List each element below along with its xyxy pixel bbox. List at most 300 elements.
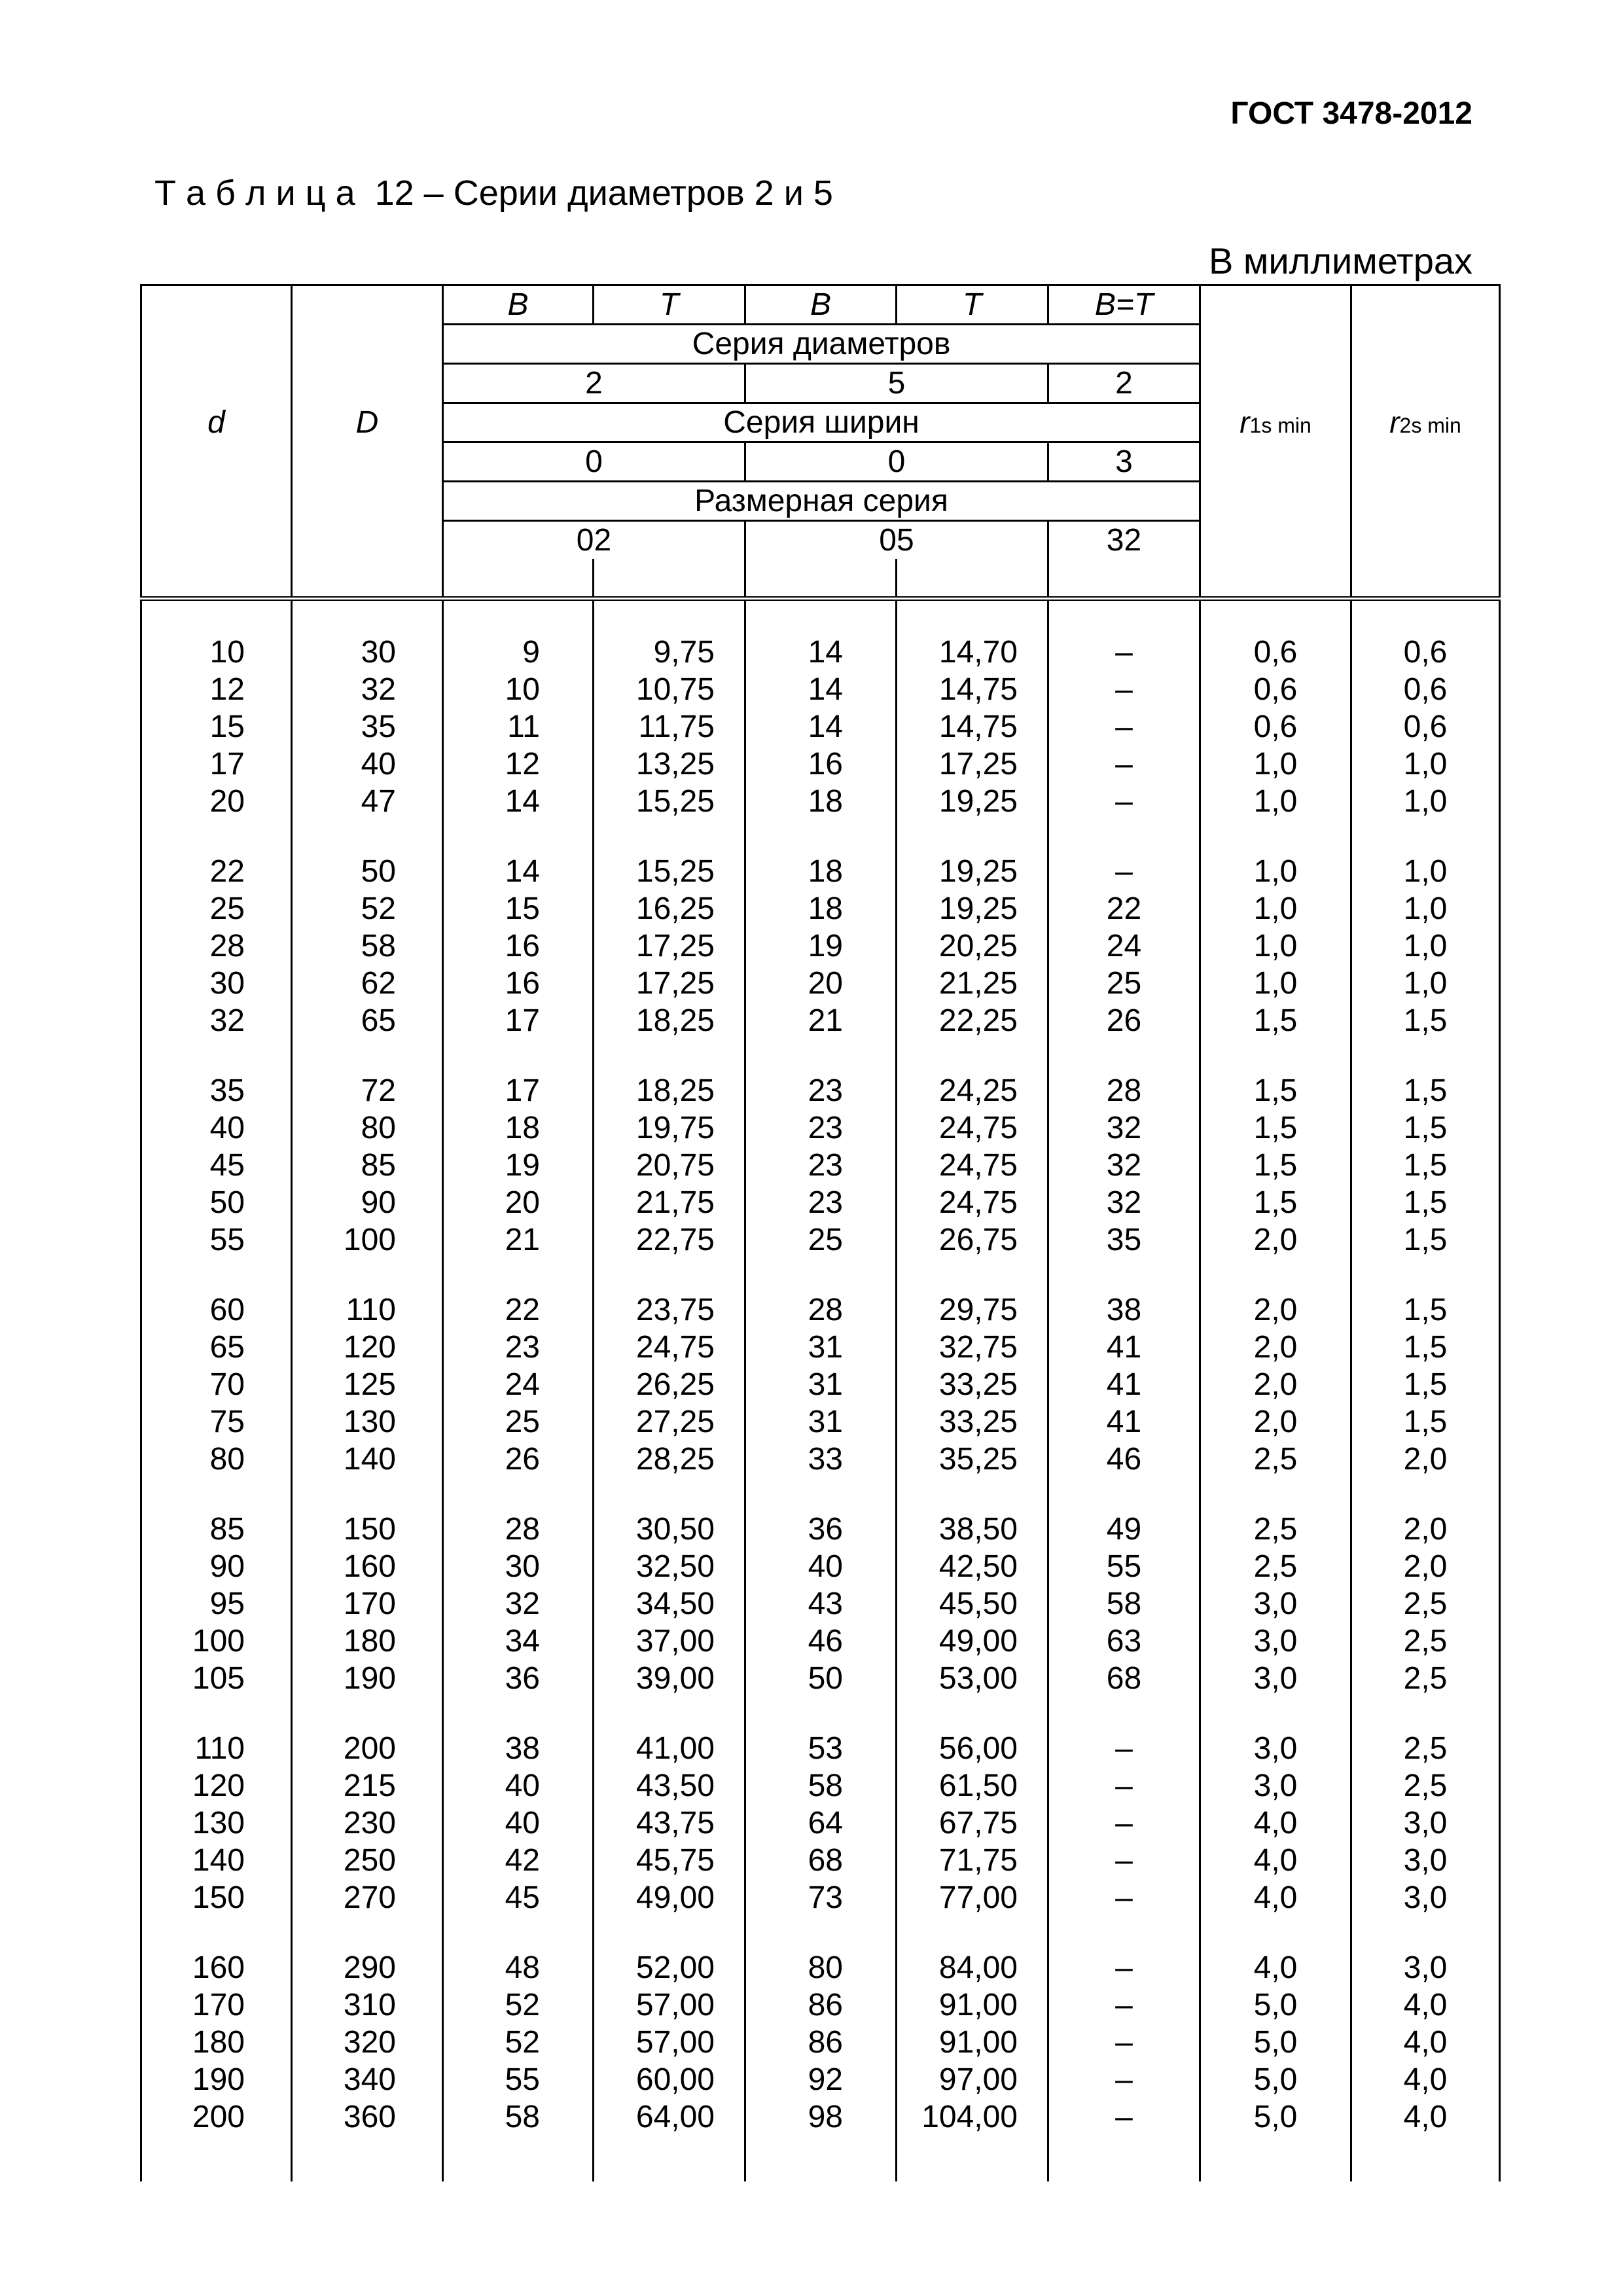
cell-B-02: 24 [443,1366,594,1403]
cell-BT-32: – [1048,820,1200,890]
cell-T-05: 42,50 [897,1548,1048,1585]
cell-B-02: 21 [443,1221,594,1259]
cell-T-05: 24,25 [897,1039,1048,1109]
cell-r2s-min: 1,5 [1351,1259,1500,1329]
cell-T-05: 20,25 [897,927,1048,965]
cell-r2s-min: 1,5 [1351,1221,1500,1259]
header-width-series-value-2: 0 [745,442,1048,482]
cell-T-05: 91,00 [897,1986,1048,2024]
cell-B-02: 42 [443,1842,594,1879]
cell-BT-32: 28 [1048,1039,1200,1109]
cell-B-02: 30 [443,1548,594,1585]
table-row [141,599,1500,672]
cell-B-02: 17 [443,1039,594,1109]
cell-BT-32: 25 [1048,965,1200,1002]
header-dimension-series-value-2: 05 [745,521,1048,560]
cell-r1s-min: 3,0 [1200,1660,1351,1697]
table-row [141,1585,1500,1623]
cell-r1s-min: 3,0 [1200,1767,1351,1804]
cell-T-05: 14,75 [897,671,1048,708]
cell-B-02: 10 [443,671,594,708]
cell-r2s-min: 2,5 [1351,1623,1500,1660]
cell-r2s-min: 0,6 [1351,671,1500,708]
table-row [141,708,1500,745]
cell-r2s-min: 4,0 [1351,2061,1500,2098]
cell-T-02: 21,75 [594,1184,745,1221]
cell-r2s-min: 0,6 [1351,599,1500,672]
cell-r1s-min: 3,0 [1200,1697,1351,1767]
cell-r1s-min: 1,0 [1200,890,1351,927]
cell-B-05: 33 [745,1441,897,1478]
cell-B-05: 86 [745,1986,897,2024]
cell-d: 95 [141,1585,292,1623]
table-row [141,1986,1500,2024]
cell-T-05: 14,75 [897,708,1048,745]
table-row [141,671,1500,708]
header-width-series-value-1: 0 [443,442,745,482]
cell-T-02: 22,75 [594,1221,745,1259]
table-row [141,2098,1500,2181]
cell-B-02: 32 [443,1585,594,1623]
header-separator [1200,559,1351,599]
cell-B-05: 31 [745,1403,897,1441]
cell-T-05: 45,50 [897,1585,1048,1623]
cell-B-05: 23 [745,1109,897,1147]
table-row [141,820,1500,890]
cell-BT-32: – [1048,1879,1200,1916]
cell-B-05: 18 [745,890,897,927]
cell-r2s-min: 2,0 [1351,1548,1500,1585]
cell-B-05: 21 [745,1002,897,1039]
cell-B-02: 20 [443,1184,594,1221]
cell-d: 10 [141,599,292,672]
cell-BT-32: – [1048,1697,1200,1767]
cell-B-05: 16 [745,745,897,783]
table-row [141,1548,1500,1585]
header-diameter-series-value-1: 2 [443,364,745,403]
cell-T-05: 35,25 [897,1441,1048,1478]
cell-d: 65 [141,1329,292,1366]
table-row [141,745,1500,783]
cell-T-02: 39,00 [594,1660,745,1697]
header-dimension-series-value-3: 32 [1048,521,1200,560]
table-row [141,1109,1500,1147]
cell-r2s-min: 1,0 [1351,820,1500,890]
header-dimension-series-label: Размерная серия [443,482,1200,521]
cell-B-05: 73 [745,1879,897,1916]
cell-r2s-min: 1,5 [1351,1147,1500,1184]
cell-BT-32: 32 [1048,1109,1200,1147]
cell-T-02: 13,25 [594,745,745,783]
cell-r1s-min: 0,6 [1200,708,1351,745]
cell-B-05: 18 [745,820,897,890]
cell-r1s-min: 2,5 [1200,1478,1351,1548]
cell-r2s-min: 1,0 [1351,927,1500,965]
table-row [141,2061,1500,2098]
cell-B-05: 31 [745,1329,897,1366]
cell-r1s-min: 1,0 [1200,927,1351,965]
header-B-series02: B [443,285,594,325]
cell-B-02: 23 [443,1329,594,1366]
cell-r2s-min: 2,5 [1351,1660,1500,1697]
cell-BT-32: – [1048,671,1200,708]
cell-T-05: 19,25 [897,783,1048,820]
cell-d: 150 [141,1879,292,1916]
table-row [141,1329,1500,1366]
table-title: Т а б л и ц а 12 – Серии диаметров 2 и 5 [154,173,833,213]
cell-D: 65 [292,1002,443,1039]
cell-T-02: 57,00 [594,1986,745,2024]
cell-B-05: 58 [745,1767,897,1804]
cell-r1s-min: 1,5 [1200,1184,1351,1221]
cell-r2s-min: 1,5 [1351,1002,1500,1039]
cell-D: 180 [292,1623,443,1660]
cell-B-05: 14 [745,599,897,672]
cell-BT-32: – [1048,2061,1200,2098]
cell-BT-32: – [1048,708,1200,745]
cell-T-02: 37,00 [594,1623,745,1660]
r2-subscript: 2s min [1399,413,1461,437]
cell-r1s-min: 2,0 [1200,1366,1351,1403]
cell-B-05: 64 [745,1804,897,1842]
cell-r1s-min: 4,0 [1200,1804,1351,1842]
cell-T-05: 19,25 [897,820,1048,890]
cell-T-05: 61,50 [897,1767,1048,1804]
cell-B-05: 92 [745,2061,897,2098]
cell-D: 72 [292,1039,443,1109]
cell-T-02: 28,25 [594,1441,745,1478]
cell-r2s-min: 0,6 [1351,708,1500,745]
cell-D: 250 [292,1842,443,1879]
cell-BT-32: – [1048,2098,1200,2181]
cell-r1s-min: 2,0 [1200,1403,1351,1441]
cell-d: 180 [141,2024,292,2061]
cell-T-02: 17,25 [594,965,745,1002]
cell-r2s-min: 2,0 [1351,1441,1500,1478]
header-separator [292,559,443,599]
cell-B-02: 38 [443,1697,594,1767]
cell-B-05: 50 [745,1660,897,1697]
cell-B-02: 14 [443,820,594,890]
header-r2s-min [1351,285,1500,560]
cell-B-05: 98 [745,2098,897,2181]
table-row [141,890,1500,927]
cell-T-05: 77,00 [897,1879,1048,1916]
cell-B-05: 86 [745,2024,897,2061]
cell-d: 70 [141,1366,292,1403]
cell-B-02: 45 [443,1879,594,1916]
table-row [141,1767,1500,1804]
cell-BT-32: – [1048,599,1200,672]
cell-d: 105 [141,1660,292,1697]
cell-T-02: 9,75 [594,599,745,672]
cell-T-05: 33,25 [897,1403,1048,1441]
cell-T-05: 97,00 [897,2061,1048,2098]
cell-BT-32: 46 [1048,1441,1200,1478]
cell-d: 22 [141,820,292,890]
cell-d: 32 [141,1002,292,1039]
cell-B-02: 40 [443,1804,594,1842]
cell-B-05: 53 [745,1697,897,1767]
cell-D: 340 [292,2061,443,2098]
cell-r1s-min: 1,0 [1200,965,1351,1002]
table-head [141,285,1500,599]
cell-T-02: 43,50 [594,1767,745,1804]
cell-r1s-min: 4,0 [1200,1842,1351,1879]
cell-B-05: 25 [745,1221,897,1259]
cell-D: 360 [292,2098,443,2181]
cell-r2s-min: 1,5 [1351,1366,1500,1403]
header-separator [594,559,745,599]
cell-T-02: 49,00 [594,1879,745,1916]
cell-d: 140 [141,1842,292,1879]
cell-r1s-min: 0,6 [1200,671,1351,708]
cell-d: 75 [141,1403,292,1441]
cell-B-02: 36 [443,1660,594,1697]
cell-d: 90 [141,1548,292,1585]
cell-d: 50 [141,1184,292,1221]
cell-d: 45 [141,1147,292,1184]
cell-T-02: 10,75 [594,671,745,708]
cell-r2s-min: 1,5 [1351,1403,1500,1441]
cell-BT-32: 22 [1048,890,1200,927]
cell-B-05: 80 [745,1916,897,1986]
table-row [141,1804,1500,1842]
cell-D: 100 [292,1221,443,1259]
cell-D: 170 [292,1585,443,1623]
cell-r1s-min: 1,5 [1200,1039,1351,1109]
r1-subscript: 1s min [1249,413,1311,437]
table-row [141,1366,1500,1403]
cell-r2s-min: 2,5 [1351,1697,1500,1767]
bearing-dimensions-table-container [140,284,1492,2147]
r1-symbol: r [1240,404,1250,439]
cell-T-02: 32,50 [594,1548,745,1585]
cell-r2s-min: 1,0 [1351,965,1500,1002]
cell-d: 200 [141,2098,292,2181]
r2-symbol: r [1389,404,1400,439]
cell-d: 80 [141,1441,292,1478]
table-row [141,783,1500,820]
cell-B-02: 19 [443,1147,594,1184]
cell-T-02: 15,25 [594,783,745,820]
table-row [141,1916,1500,1986]
cell-B-02: 17 [443,1002,594,1039]
cell-D: 80 [292,1109,443,1147]
cell-T-02: 60,00 [594,2061,745,2098]
cell-r2s-min: 3,0 [1351,1804,1500,1842]
cell-BT-32: – [1048,2024,1200,2061]
cell-r2s-min: 1,0 [1351,783,1500,820]
cell-r1s-min: 1,5 [1200,1147,1351,1184]
cell-d: 60 [141,1259,292,1329]
cell-B-02: 14 [443,783,594,820]
bearing-dimensions-table [140,284,1501,2181]
cell-BT-32: – [1048,783,1200,820]
table-row [141,1002,1500,1039]
cell-T-05: 19,25 [897,890,1048,927]
cell-T-02: 52,00 [594,1916,745,1986]
cell-d: 28 [141,927,292,965]
document-code: ГОСТ 3478-2012 [1230,96,1472,131]
cell-BT-32: 58 [1048,1585,1200,1623]
cell-T-05: 38,50 [897,1478,1048,1548]
cell-T-02: 19,75 [594,1109,745,1147]
cell-d: 100 [141,1623,292,1660]
header-r1s-min [1200,285,1351,560]
header-d: d [141,285,292,560]
cell-T-05: 104,00 [897,2098,1048,2181]
table-row [141,965,1500,1002]
cell-T-02: 17,25 [594,927,745,965]
cell-T-02: 18,25 [594,1039,745,1109]
header-width-series-label: Серия ширин [443,403,1200,442]
cell-r1s-min: 2,5 [1200,1441,1351,1478]
table-row [141,1403,1500,1441]
cell-T-02: 34,50 [594,1585,745,1623]
cell-B-02: 16 [443,965,594,1002]
cell-D: 270 [292,1879,443,1916]
cell-D: 110 [292,1259,443,1329]
cell-D: 52 [292,890,443,927]
header-width-series-value-3: 3 [1048,442,1200,482]
cell-r2s-min: 3,0 [1351,1842,1500,1879]
cell-B-05: 40 [745,1548,897,1585]
cell-d: 110 [141,1697,292,1767]
header-T-series02: T [594,285,745,325]
table-row [141,1842,1500,1879]
cell-T-05: 84,00 [897,1916,1048,1986]
cell-r1s-min: 5,0 [1200,2098,1351,2181]
cell-B-02: 28 [443,1478,594,1548]
cell-B-02: 15 [443,890,594,927]
cell-B-02: 9 [443,599,594,672]
cell-BT-32: 41 [1048,1403,1200,1441]
cell-B-05: 14 [745,671,897,708]
cell-T-02: 26,25 [594,1366,745,1403]
cell-r2s-min: 1,0 [1351,890,1500,927]
cell-r2s-min: 4,0 [1351,1986,1500,2024]
header-separator [141,559,292,599]
cell-B-05: 46 [745,1623,897,1660]
cell-BT-32: 55 [1048,1548,1200,1585]
cell-T-02: 11,75 [594,708,745,745]
cell-r1s-min: 4,0 [1200,1879,1351,1916]
cell-r2s-min: 1,0 [1351,745,1500,783]
cell-B-02: 16 [443,927,594,965]
cell-d: 160 [141,1916,292,1986]
header-separator [897,559,1048,599]
cell-d: 40 [141,1109,292,1147]
table-row [141,927,1500,965]
cell-D: 230 [292,1804,443,1842]
cell-D: 40 [292,745,443,783]
table-row [141,1039,1500,1109]
cell-T-05: 24,75 [897,1109,1048,1147]
cell-r1s-min: 5,0 [1200,1986,1351,2024]
header-separator [745,559,897,599]
cell-BT-32: 41 [1048,1329,1200,1366]
cell-r1s-min: 2,0 [1200,1329,1351,1366]
cell-D: 35 [292,708,443,745]
cell-r1s-min: 2,0 [1200,1221,1351,1259]
cell-r2s-min: 2,0 [1351,1478,1500,1548]
cell-T-02: 30,50 [594,1478,745,1548]
cell-d: 170 [141,1986,292,2024]
header-diameter-series-label: Серия диаметров [443,325,1200,364]
cell-r1s-min: 1,0 [1200,745,1351,783]
cell-BT-32: 49 [1048,1478,1200,1548]
cell-r1s-min: 1,0 [1200,820,1351,890]
cell-T-02: 23,75 [594,1259,745,1329]
cell-T-05: 33,25 [897,1366,1048,1403]
cell-BT-32: 24 [1048,927,1200,965]
cell-B-05: 23 [745,1039,897,1109]
cell-B-05: 23 [745,1147,897,1184]
table-row [141,1623,1500,1660]
table-row [141,1184,1500,1221]
cell-B-05: 36 [745,1478,897,1548]
header-B-series05: B [745,285,897,325]
cell-B-02: 52 [443,1986,594,2024]
cell-B-02: 18 [443,1109,594,1147]
cell-r2s-min: 1,5 [1351,1039,1500,1109]
cell-B-02: 26 [443,1441,594,1478]
cell-T-02: 57,00 [594,2024,745,2061]
cell-D: 47 [292,783,443,820]
cell-B-02: 55 [443,2061,594,2098]
table-row [141,1660,1500,1697]
cell-d: 130 [141,1804,292,1842]
cell-r1s-min: 1,5 [1200,1002,1351,1039]
cell-r1s-min: 0,6 [1200,599,1351,672]
cell-T-05: 32,75 [897,1329,1048,1366]
cell-BT-32: 32 [1048,1184,1200,1221]
cell-D: 30 [292,599,443,672]
cell-D: 160 [292,1548,443,1585]
cell-T-02: 41,00 [594,1697,745,1767]
cell-D: 215 [292,1767,443,1804]
cell-T-05: 26,75 [897,1221,1048,1259]
cell-D: 290 [292,1916,443,1986]
cell-r2s-min: 1,5 [1351,1109,1500,1147]
cell-B-02: 25 [443,1403,594,1441]
cell-D: 62 [292,965,443,1002]
cell-BT-32: 38 [1048,1259,1200,1329]
cell-T-05: 21,25 [897,965,1048,1002]
cell-r2s-min: 1,5 [1351,1329,1500,1366]
cell-d: 20 [141,783,292,820]
cell-BT-32: 41 [1048,1366,1200,1403]
cell-BT-32: – [1048,1986,1200,2024]
cell-d: 120 [141,1767,292,1804]
cell-d: 30 [141,965,292,1002]
cell-T-02: 15,25 [594,820,745,890]
cell-B-05: 19 [745,927,897,965]
cell-r1s-min: 3,0 [1200,1585,1351,1623]
cell-r1s-min: 2,0 [1200,1259,1351,1329]
cell-T-05: 14,70 [897,599,1048,672]
cell-T-05: 49,00 [897,1623,1048,1660]
cell-BT-32: 68 [1048,1660,1200,1697]
cell-r1s-min: 5,0 [1200,2061,1351,2098]
cell-r1s-min: 3,0 [1200,1623,1351,1660]
cell-d: 35 [141,1039,292,1109]
header-separator [1351,559,1500,599]
cell-B-02: 34 [443,1623,594,1660]
cell-d: 12 [141,671,292,708]
cell-D: 125 [292,1366,443,1403]
